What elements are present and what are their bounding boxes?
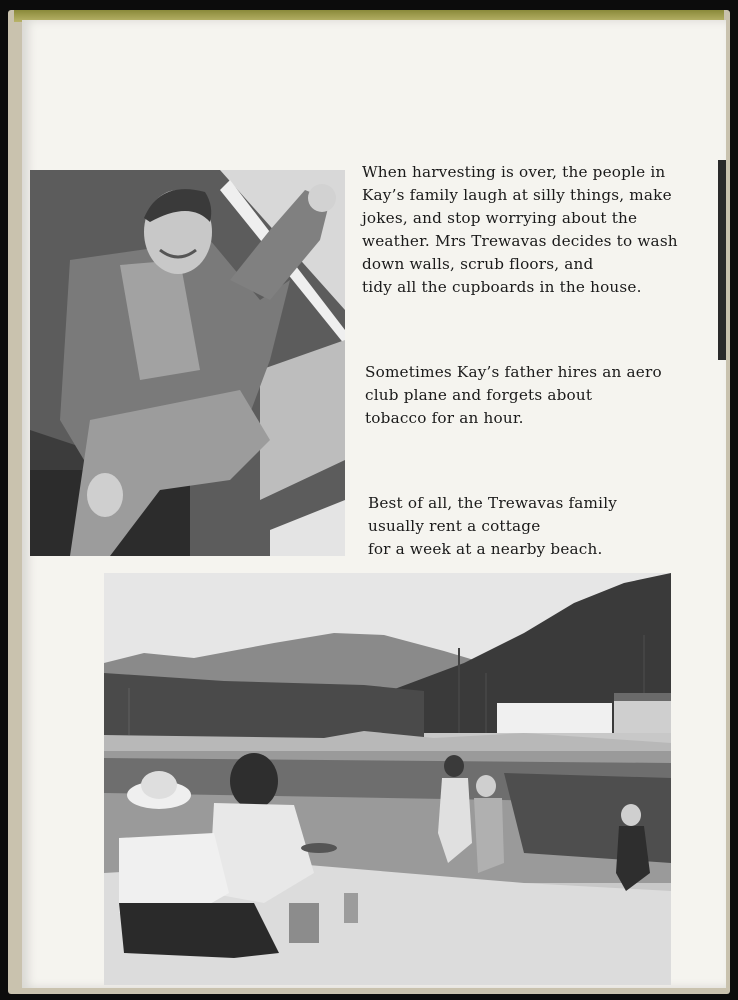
paragraph-harvest <box>362 161 678 299</box>
book-page <box>22 20 726 988</box>
text-line: Sometimes Kay’s father hires an aero <box>365 363 662 381</box>
text-line: Kay’s family laugh at silly things, make <box>362 186 672 204</box>
photo-beach-family <box>104 573 671 985</box>
text-line: Best of all, the Trewavas family <box>368 494 618 512</box>
paragraph-aero-club <box>365 361 662 430</box>
text-line: for a week at a nearby beach. <box>368 540 603 558</box>
text-line: down walls, scrub floors, and <box>362 255 594 273</box>
photo-man-in-plane <box>30 170 345 556</box>
paragraph-beach <box>368 492 617 561</box>
text-line: jokes, and stop worrying about the <box>362 209 638 227</box>
text-line: tobacco for an hour. <box>365 409 524 427</box>
text-line: usually rent a cottage <box>368 517 541 535</box>
page-edge-shadow <box>718 160 726 360</box>
text-line: weather. Mrs Trewavas decides to wash <box>362 232 678 250</box>
text-line: When harvesting is over, the people in <box>362 163 666 181</box>
text-line: tidy all the cupboards in the house. <box>362 278 642 296</box>
text-line: club plane and forgets about <box>365 386 593 404</box>
